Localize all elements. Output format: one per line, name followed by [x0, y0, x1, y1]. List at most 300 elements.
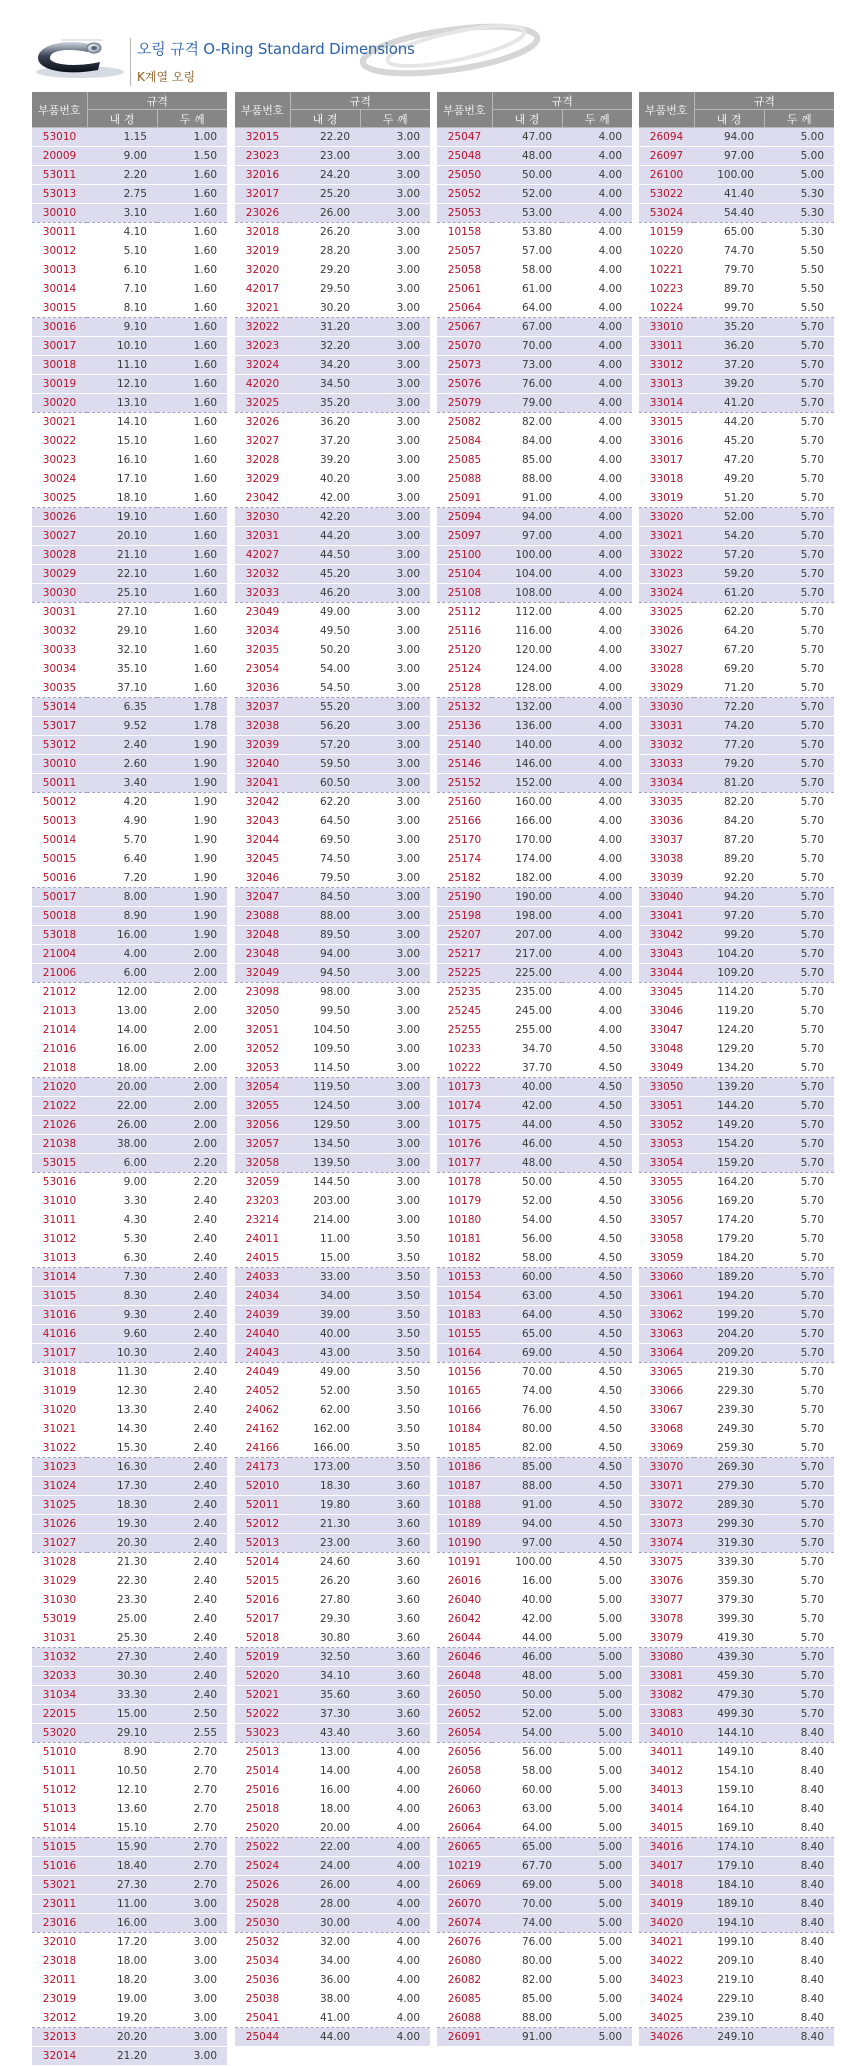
thickness-cell: 2.40 — [157, 1401, 227, 1420]
part-no-cell: 33029 — [639, 679, 694, 698]
inner-diameter-cell: 26.20 — [290, 223, 360, 242]
table-row — [32, 318, 227, 337]
thickness-cell: 3.00 — [360, 1002, 430, 1021]
table-row — [639, 1857, 834, 1876]
table-row — [32, 1173, 227, 1192]
part-no-cell: 33073 — [639, 1515, 694, 1534]
part-no-cell: 33018 — [639, 470, 694, 489]
spec-table — [235, 92, 430, 2047]
part-no-cell: 34020 — [639, 1914, 694, 1933]
part-no-cell: 10219 — [437, 1857, 492, 1876]
inner-diameter-cell: 174.00 — [492, 850, 562, 869]
table-row — [235, 546, 430, 565]
thickness-cell: 8.40 — [764, 1743, 834, 1762]
inner-diameter-cell: 9.10 — [87, 318, 157, 337]
thickness-cell: 8.40 — [764, 1762, 834, 1781]
part-no-cell: 26082 — [437, 1971, 492, 1990]
inner-diameter-cell: 19.00 — [87, 1990, 157, 2009]
thickness-cell: 2.40 — [157, 1648, 227, 1667]
inner-diameter-cell: 12.10 — [87, 375, 157, 394]
thickness-cell: 1.60 — [157, 603, 227, 622]
thickness-cell: 3.60 — [360, 1534, 430, 1553]
thickness-cell: 3.00 — [360, 736, 430, 755]
inner-diameter-cell: 479.30 — [694, 1686, 764, 1705]
part-no-cell: 25050 — [437, 166, 492, 185]
inner-diameter-cell: 11.10 — [87, 356, 157, 375]
inner-diameter-cell: 459.30 — [694, 1667, 764, 1686]
thickness-cell: 3.60 — [360, 1515, 430, 1534]
inner-diameter-cell: 14.30 — [87, 1420, 157, 1439]
thickness-cell: 5.70 — [764, 489, 834, 508]
inner-diameter-cell: 229.10 — [694, 1990, 764, 2009]
inner-diameter-cell: 174.10 — [694, 1838, 764, 1857]
inner-diameter-cell: 7.10 — [87, 280, 157, 299]
part-no-cell: 33010 — [639, 318, 694, 337]
table-row — [437, 1344, 632, 1363]
inner-diameter-cell: 8.30 — [87, 1287, 157, 1306]
table-row — [639, 831, 834, 850]
table-row — [437, 299, 632, 318]
thickness-cell: 5.30 — [764, 185, 834, 204]
part-no-cell: 25100 — [437, 546, 492, 565]
table-row — [639, 907, 834, 926]
inner-diameter-cell: 31.20 — [290, 318, 360, 337]
thickness-cell: 5.50 — [764, 299, 834, 318]
thickness-cell: 4.00 — [562, 356, 632, 375]
part-no-cell: 26052 — [437, 1705, 492, 1724]
part-no-cell: 10183 — [437, 1306, 492, 1325]
inner-diameter-cell: 21.10 — [87, 546, 157, 565]
part-no-cell: 53014 — [32, 698, 87, 717]
thickness-cell: 2.40 — [157, 1344, 227, 1363]
part-no-cell: 23203 — [235, 1192, 290, 1211]
thickness-cell: 4.00 — [562, 280, 632, 299]
thickness-cell: 5.70 — [764, 1325, 834, 1344]
thickness-cell: 2.40 — [157, 1249, 227, 1268]
part-no-cell: 23214 — [235, 1211, 290, 1230]
part-no-cell: 33039 — [639, 869, 694, 888]
thickness-cell: 5.50 — [764, 261, 834, 280]
table-row — [235, 2028, 430, 2047]
table-row — [235, 1553, 430, 1572]
part-no-cell: 33051 — [639, 1097, 694, 1116]
part-no-cell: 33056 — [639, 1192, 694, 1211]
part-no-cell: 21013 — [32, 1002, 87, 1021]
thickness-cell: 5.30 — [764, 223, 834, 242]
part-no-cell: 30011 — [32, 223, 87, 242]
table-row — [235, 1496, 430, 1515]
inner-diameter-cell: 3.40 — [87, 774, 157, 793]
part-no-cell: 25058 — [437, 261, 492, 280]
thickness-cell: 4.00 — [360, 1933, 430, 1952]
part-no-cell: 34021 — [639, 1933, 694, 1952]
part-no-cell: 24015 — [235, 1249, 290, 1268]
table-row — [437, 1040, 632, 1059]
table-row — [235, 1040, 430, 1059]
inner-diameter-cell: 119.20 — [694, 1002, 764, 1021]
thickness-cell: 1.60 — [157, 641, 227, 660]
thickness-cell: 5.70 — [764, 1287, 834, 1306]
inner-diameter-cell: 34.70 — [492, 1040, 562, 1059]
thickness-cell: 2.70 — [157, 1857, 227, 1876]
table-row — [235, 1002, 430, 1021]
part-no-cell: 25132 — [437, 698, 492, 717]
thickness-cell: 4.50 — [562, 1268, 632, 1287]
table-row — [32, 489, 227, 508]
table-row — [32, 1477, 227, 1496]
table-row — [32, 1097, 227, 1116]
table-row — [639, 1667, 834, 1686]
inner-diameter-cell: 34.00 — [290, 1952, 360, 1971]
inner-diameter-cell: 74.70 — [694, 242, 764, 261]
table-row — [639, 869, 834, 888]
thickness-cell: 8.40 — [764, 1971, 834, 1990]
table-row — [437, 1629, 632, 1648]
thickness-cell: 1.60 — [157, 451, 227, 470]
table-row — [639, 660, 834, 679]
inner-diameter-cell: 64.00 — [492, 1819, 562, 1838]
table-row — [437, 1686, 632, 1705]
thickness-cell: 4.00 — [360, 1838, 430, 1857]
table-row — [235, 261, 430, 280]
table-row — [235, 1667, 430, 1686]
part-no-cell: 24062 — [235, 1401, 290, 1420]
table-row — [235, 1363, 430, 1382]
table-row — [639, 1952, 834, 1971]
inner-diameter-cell: 2.60 — [87, 755, 157, 774]
part-no-cell: 52010 — [235, 1477, 290, 1496]
part-no-cell: 31016 — [32, 1306, 87, 1325]
inner-diameter-cell: 249.30 — [694, 1420, 764, 1439]
inner-diameter-cell: 99.20 — [694, 926, 764, 945]
thickness-cell: 4.50 — [562, 1382, 632, 1401]
inner-diameter-cell: 91.00 — [492, 2028, 562, 2047]
table-row — [639, 926, 834, 945]
spec-table — [639, 92, 834, 2047]
part-no-cell: 32028 — [235, 451, 290, 470]
thickness-cell: 3.00 — [360, 432, 430, 451]
inner-diameter-cell: 35.20 — [694, 318, 764, 337]
thickness-cell: 3.50 — [360, 1306, 430, 1325]
table-row — [32, 1249, 227, 1268]
thickness-cell: 8.40 — [764, 1914, 834, 1933]
table-row — [639, 223, 834, 242]
table-row — [32, 1781, 227, 1800]
thickness-cell: 4.50 — [562, 1515, 632, 1534]
thickness-cell: 2.40 — [157, 1268, 227, 1287]
inner-diameter-cell: 18.00 — [290, 1800, 360, 1819]
thickness-cell: 3.50 — [360, 1382, 430, 1401]
part-no-cell: 32029 — [235, 470, 290, 489]
table-row — [32, 508, 227, 527]
thickness-cell: 5.70 — [764, 1534, 834, 1553]
thickness-cell: 1.78 — [157, 698, 227, 717]
table-row — [639, 1078, 834, 1097]
table-row — [639, 698, 834, 717]
table-row — [32, 812, 227, 831]
part-no-cell: 33049 — [639, 1059, 694, 1078]
table-row — [437, 1857, 632, 1876]
inner-diameter-cell: 22.20 — [290, 128, 360, 147]
table-row — [32, 1629, 227, 1648]
table-row — [32, 945, 227, 964]
inner-diameter-cell: 69.00 — [492, 1876, 562, 1895]
thickness-cell: 4.00 — [562, 223, 632, 242]
part-no-cell: 25174 — [437, 850, 492, 869]
part-no-cell: 32039 — [235, 736, 290, 755]
thickness-cell: 1.60 — [157, 565, 227, 584]
table-row — [32, 356, 227, 375]
thickness-cell: 5.70 — [764, 698, 834, 717]
part-no-cell: 33027 — [639, 641, 694, 660]
thickness-cell: 5.70 — [764, 812, 834, 831]
part-no-cell: 52011 — [235, 1496, 290, 1515]
part-no-cell: 26070 — [437, 1895, 492, 1914]
table-row — [235, 280, 430, 299]
table-row — [32, 1287, 227, 1306]
page-title: 오링 규격 O-Ring Standard Dimensions — [137, 40, 415, 58]
part-no-cell: 32027 — [235, 432, 290, 451]
part-no-cell: 20009 — [32, 147, 87, 166]
inner-diameter-cell: 25.20 — [290, 185, 360, 204]
inner-diameter-cell: 51.20 — [694, 489, 764, 508]
part-no-cell: 33012 — [639, 356, 694, 375]
inner-diameter-cell: 39.00 — [290, 1306, 360, 1325]
part-no-cell: 24011 — [235, 1230, 290, 1249]
thickness-cell: 5.70 — [764, 774, 834, 793]
table-row — [437, 1971, 632, 1990]
table-row — [437, 717, 632, 736]
inner-diameter-cell: 55.20 — [290, 698, 360, 717]
part-no-header: 부품번호 — [639, 92, 694, 128]
thickness-cell: 3.00 — [360, 1116, 430, 1135]
inner-diameter-cell: 64.00 — [492, 299, 562, 318]
part-no-cell: 50016 — [32, 869, 87, 888]
thickness-cell: 3.00 — [360, 1059, 430, 1078]
inner-diameter-cell: 5.30 — [87, 1230, 157, 1249]
inner-diameter-cell: 52.00 — [492, 1192, 562, 1211]
inner-diameter-cell: 279.30 — [694, 1477, 764, 1496]
table-row — [32, 964, 227, 983]
thickness-cell: 5.00 — [562, 1819, 632, 1838]
thickness-cell: 3.00 — [360, 1040, 430, 1059]
table-row — [639, 413, 834, 432]
part-no-cell: 25026 — [235, 1876, 290, 1895]
inner-diameter-cell: 59.50 — [290, 755, 360, 774]
inner-diameter-cell: 64.50 — [290, 812, 360, 831]
table-row — [639, 1439, 834, 1458]
spec-table — [32, 92, 227, 2066]
table-row — [235, 1914, 430, 1933]
part-no-cell: 32049 — [235, 964, 290, 983]
table-row — [639, 717, 834, 736]
thickness-cell: 4.50 — [562, 1325, 632, 1344]
thickness-cell: 3.00 — [360, 147, 430, 166]
part-no-cell: 26088 — [437, 2009, 492, 2028]
table-row — [437, 1534, 632, 1553]
table-row — [235, 1857, 430, 1876]
table-row — [32, 1591, 227, 1610]
inner-diameter-cell: 166.00 — [492, 812, 562, 831]
part-no-cell: 23049 — [235, 603, 290, 622]
thickness-cell: 5.00 — [562, 1876, 632, 1895]
thickness-cell: 2.40 — [157, 1591, 227, 1610]
inner-diameter-cell: 54.50 — [290, 679, 360, 698]
thickness-cell: 4.00 — [562, 204, 632, 223]
table-row — [639, 1249, 834, 1268]
thickness-cell: 1.60 — [157, 185, 227, 204]
part-no-cell: 26094 — [639, 128, 694, 147]
thickness-cell: 3.00 — [360, 717, 430, 736]
thickness-cell: 5.00 — [562, 1648, 632, 1667]
part-no-cell: 32052 — [235, 1040, 290, 1059]
table-row — [437, 1154, 632, 1173]
thickness-header: 두 께 — [360, 110, 430, 128]
thickness-cell: 3.00 — [360, 774, 430, 793]
part-no-cell: 32026 — [235, 413, 290, 432]
inner-diameter-cell: 10.50 — [87, 1762, 157, 1781]
table-row — [437, 318, 632, 337]
table-row — [32, 1705, 227, 1724]
table-row — [32, 1154, 227, 1173]
part-no-cell: 33015 — [639, 413, 694, 432]
table-row — [639, 280, 834, 299]
thickness-cell: 4.50 — [562, 1116, 632, 1135]
thickness-cell: 1.60 — [157, 432, 227, 451]
part-no-cell: 51015 — [32, 1838, 87, 1857]
table-row — [32, 641, 227, 660]
table-row — [639, 1933, 834, 1952]
inner-diameter-cell: 69.50 — [290, 831, 360, 850]
inner-diameter-cell: 11.30 — [87, 1363, 157, 1382]
part-no-cell: 53017 — [32, 717, 87, 736]
thickness-cell: 5.00 — [764, 166, 834, 185]
inner-diameter-cell: 194.20 — [694, 1287, 764, 1306]
thickness-cell: 5.00 — [562, 1857, 632, 1876]
inner-diameter-cell: 89.20 — [694, 850, 764, 869]
thickness-cell: 5.70 — [764, 622, 834, 641]
part-no-cell: 32036 — [235, 679, 290, 698]
part-no-cell: 50018 — [32, 907, 87, 926]
thickness-cell: 3.00 — [360, 242, 430, 261]
part-no-cell: 31027 — [32, 1534, 87, 1553]
inner-diameter-cell: 67.20 — [694, 641, 764, 660]
table-row — [32, 1002, 227, 1021]
table-row — [437, 204, 632, 223]
thickness-cell: 3.00 — [157, 2009, 227, 2028]
part-no-cell: 32032 — [235, 565, 290, 584]
part-no-cell: 26048 — [437, 1667, 492, 1686]
thickness-cell: 5.00 — [562, 1629, 632, 1648]
table-row — [639, 489, 834, 508]
part-no-cell: 25034 — [235, 1952, 290, 1971]
inner-diameter-cell: 194.10 — [694, 1914, 764, 1933]
thickness-cell: 4.00 — [562, 698, 632, 717]
inner-diameter-cell: 4.90 — [87, 812, 157, 831]
inner-diameter-cell: 32.50 — [290, 1648, 360, 1667]
table-row — [639, 584, 834, 603]
part-no-cell: 31020 — [32, 1401, 87, 1420]
table-row — [437, 1724, 632, 1743]
part-no-cell: 21014 — [32, 1021, 87, 1040]
table-row — [32, 774, 227, 793]
table-row — [437, 1230, 632, 1249]
thickness-cell: 4.00 — [562, 451, 632, 470]
thickness-cell: 4.00 — [562, 945, 632, 964]
part-no-cell: 31021 — [32, 1420, 87, 1439]
thickness-cell: 2.40 — [157, 1306, 227, 1325]
thickness-cell: 5.00 — [562, 1971, 632, 1990]
inner-diameter-cell: 100.00 — [492, 1553, 562, 1572]
thickness-cell: 3.50 — [360, 1344, 430, 1363]
inner-diameter-cell: 46.20 — [290, 584, 360, 603]
part-no-cell: 33021 — [639, 527, 694, 546]
part-no-cell: 52018 — [235, 1629, 290, 1648]
inner-diameter-cell: 87.20 — [694, 831, 764, 850]
inner-diameter-cell: 43.00 — [290, 1344, 360, 1363]
table-row — [235, 1078, 430, 1097]
thickness-cell: 3.00 — [360, 812, 430, 831]
inner-diameter-cell: 144.50 — [290, 1173, 360, 1192]
inner-diameter-cell: 89.70 — [694, 280, 764, 299]
inner-diameter-cell: 144.20 — [694, 1097, 764, 1116]
inner-diameter-cell: 139.50 — [290, 1154, 360, 1173]
table-row — [235, 1211, 430, 1230]
table-row — [437, 1382, 632, 1401]
table-row — [437, 1078, 632, 1097]
inner-diameter-cell: 199.20 — [694, 1306, 764, 1325]
table-row — [639, 1382, 834, 1401]
part-no-cell: 10180 — [437, 1211, 492, 1230]
part-no-cell: 25207 — [437, 926, 492, 945]
table-row — [437, 774, 632, 793]
inner-diameter-cell: 17.20 — [87, 1933, 157, 1952]
inner-diameter-cell: 37.10 — [87, 679, 157, 698]
part-no-cell: 30034 — [32, 660, 87, 679]
thickness-cell: 4.50 — [562, 1306, 632, 1325]
part-no-header: 부품번호 — [235, 92, 290, 128]
part-no-cell: 25170 — [437, 831, 492, 850]
part-no-cell: 52017 — [235, 1610, 290, 1629]
thickness-cell: 5.70 — [764, 679, 834, 698]
table-row — [32, 1971, 227, 1990]
thickness-cell: 3.00 — [360, 888, 430, 907]
inner-diameter-cell: 239.30 — [694, 1401, 764, 1420]
inner-diameter-cell: 84.50 — [290, 888, 360, 907]
thickness-cell: 5.70 — [764, 546, 834, 565]
inner-diameter-cell: 18.10 — [87, 489, 157, 508]
table-row — [639, 2009, 834, 2028]
inner-diameter-cell: 25.30 — [87, 1629, 157, 1648]
thickness-cell: 4.00 — [562, 508, 632, 527]
table-row — [437, 1097, 632, 1116]
table-row — [639, 1496, 834, 1515]
part-no-cell: 10158 — [437, 223, 492, 242]
thickness-cell: 5.70 — [764, 603, 834, 622]
part-no-cell: 25085 — [437, 451, 492, 470]
part-no-cell: 25104 — [437, 565, 492, 584]
table-row — [235, 1135, 430, 1154]
inner-diameter-cell: 52.00 — [290, 1382, 360, 1401]
table-row — [639, 1211, 834, 1230]
table-row — [32, 1306, 227, 1325]
table-row — [639, 1192, 834, 1211]
table-row — [32, 1667, 227, 1686]
part-no-cell: 33016 — [639, 432, 694, 451]
part-no-cell: 30021 — [32, 413, 87, 432]
part-no-cell: 23054 — [235, 660, 290, 679]
table-row — [235, 812, 430, 831]
